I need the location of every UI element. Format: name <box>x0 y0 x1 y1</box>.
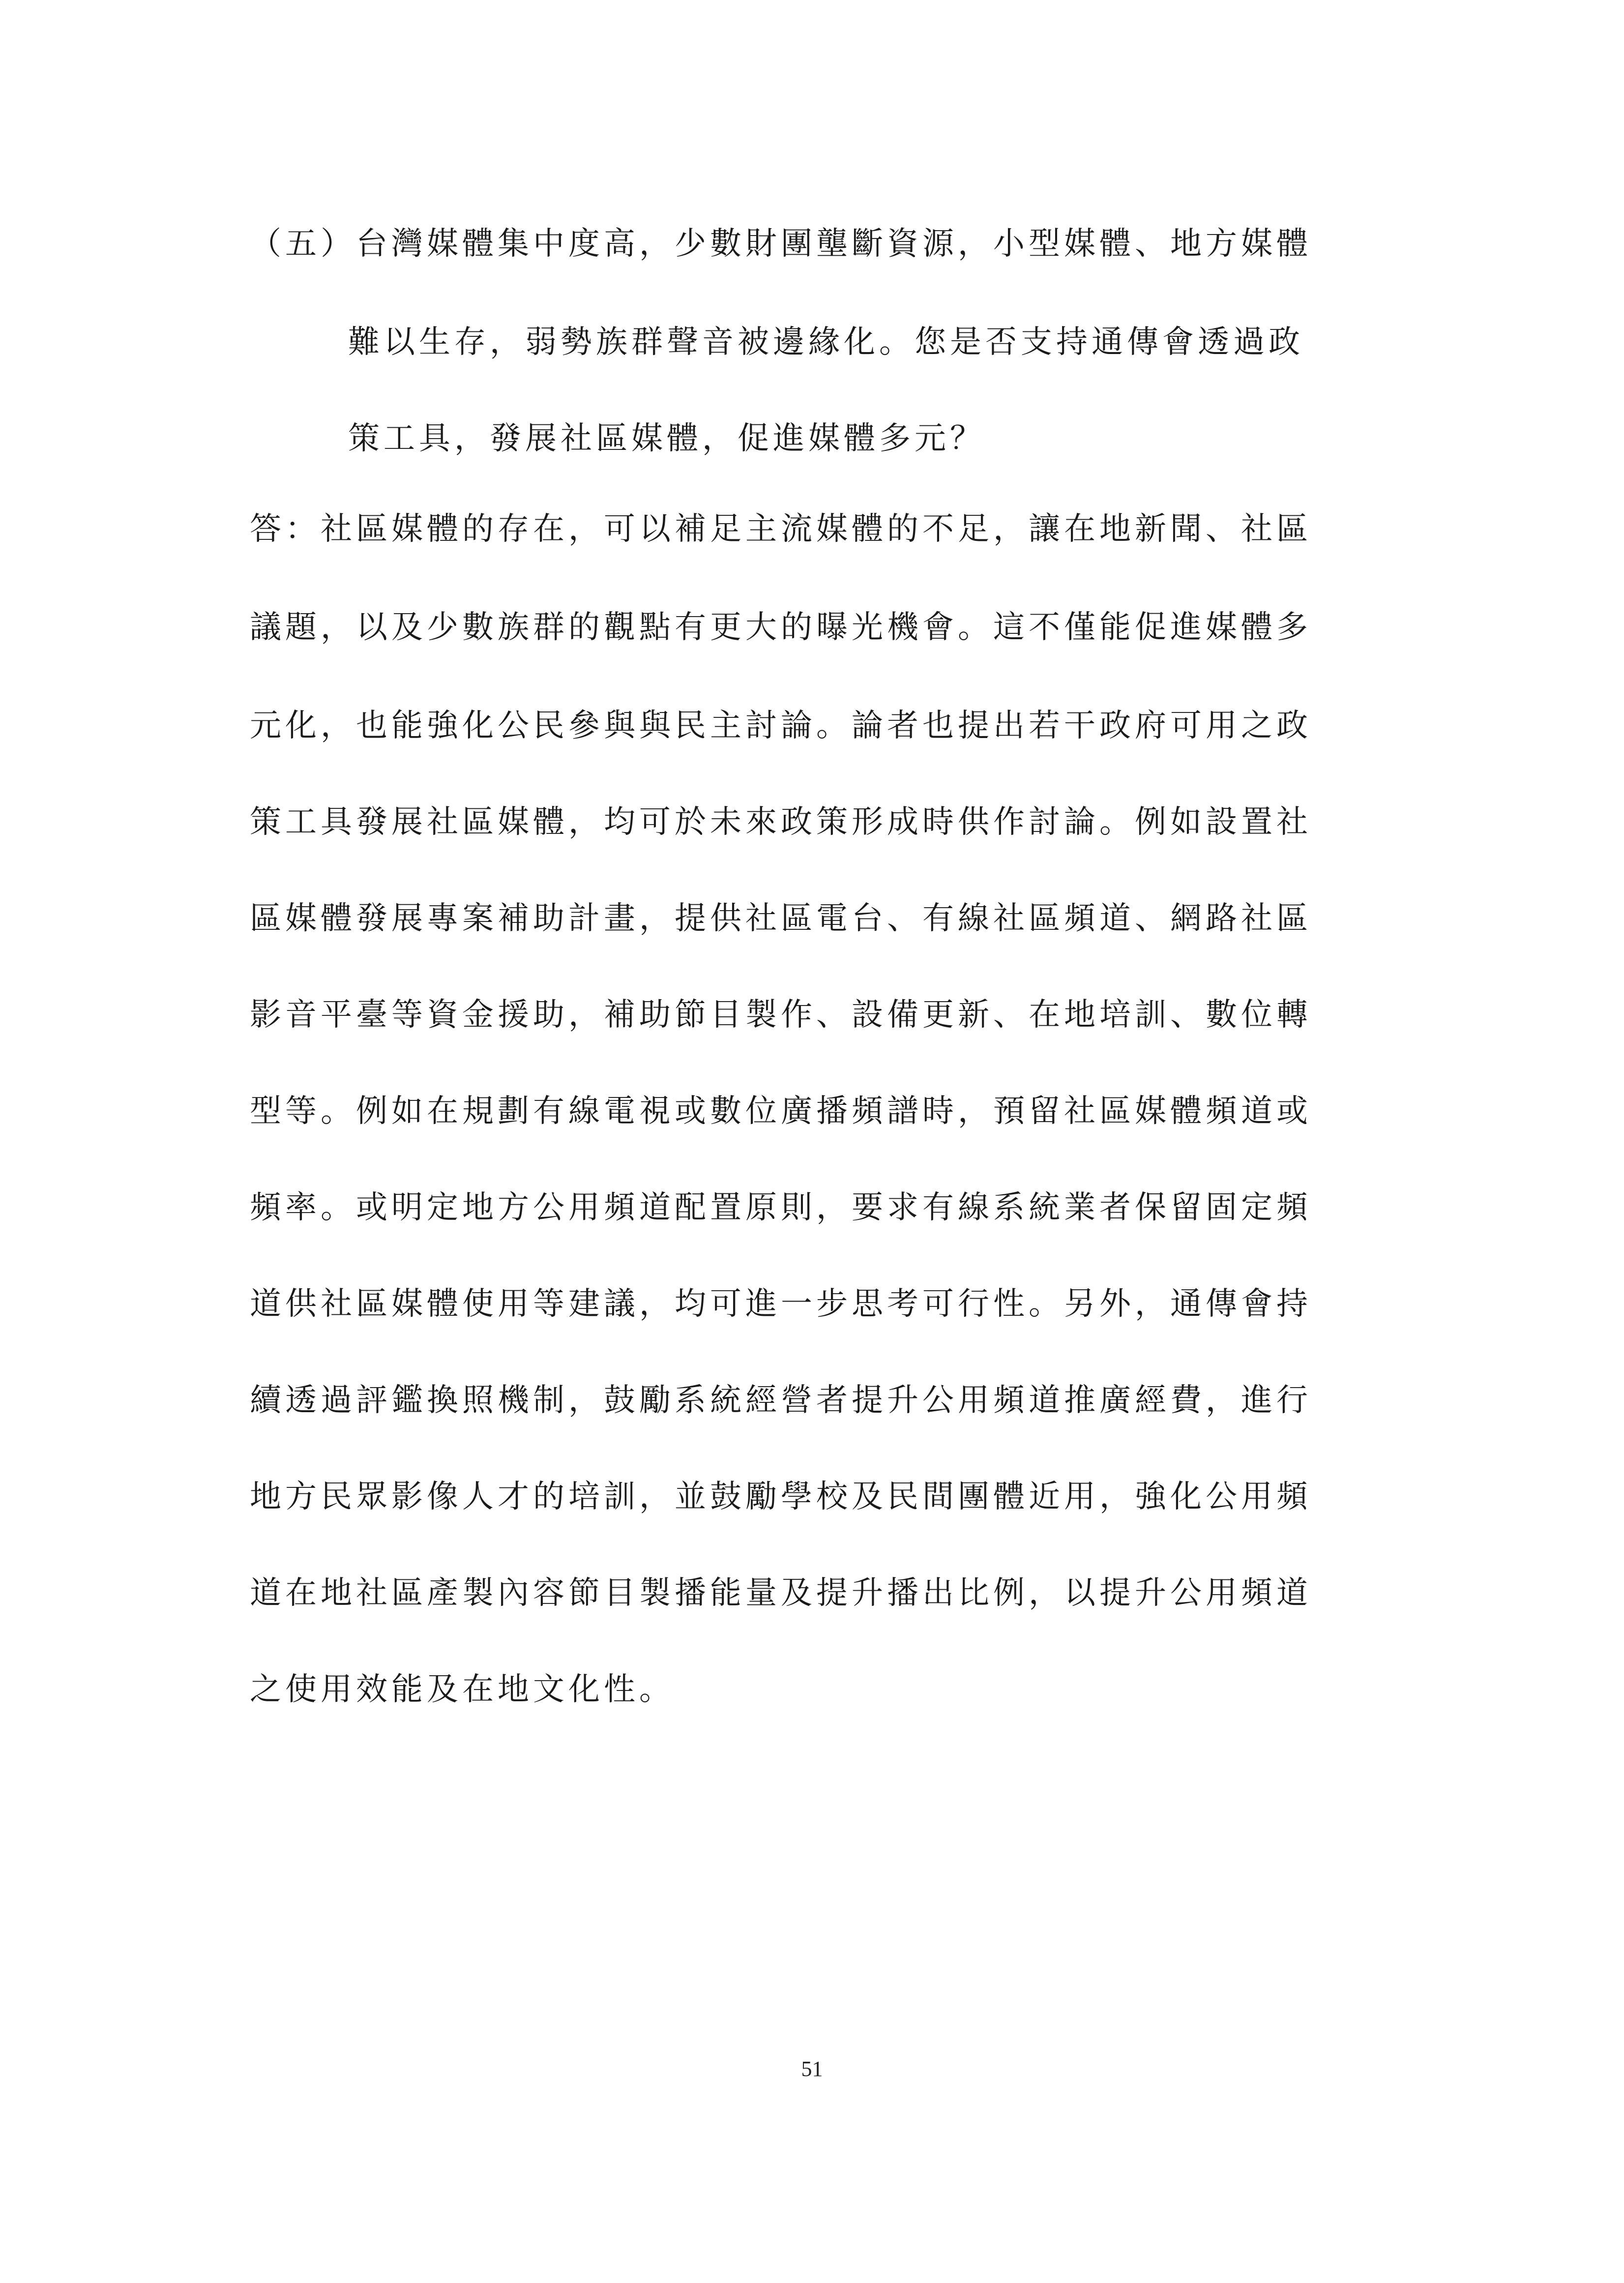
question-line: 策工具，發展社區媒體，促進媒體多元？ <box>348 420 985 457</box>
answer-line: 議題，以及少數族群的觀點有更大的曝光機會。這不僅能促進媒體多 <box>250 609 1312 646</box>
answer-line: 道在地社區產製內容節目製播能量及提升播出比例，以提升公用頻道 <box>250 1575 1312 1611</box>
answer-line: 影音平臺等資金援助，補助節目製作、設備更新、在地培訓、數位轉 <box>250 997 1312 1033</box>
question-line: （五）台灣媒體集中度高，少數財團壟斷資源，小型媒體、地方媒體 <box>250 226 1312 262</box>
answer-line: 策工具發展社區媒體，均可於未來政策形成時供作討論。例如設置社 <box>250 804 1312 840</box>
answer-line: 地方民眾影像人才的培訓，並鼓勵學校及民間團體近用，強化公用頻 <box>250 1479 1312 1515</box>
answer-line: 之使用效能及在地文化性。 <box>250 1671 675 1708</box>
answer-line: 區媒體發展專案補助計畫，提供社區電台、有線社區頻道、網路社區 <box>250 900 1312 937</box>
answer-line: 答：社區媒體的存在，可以補足主流媒體的不足，讓在地新聞、社區 <box>250 511 1312 547</box>
answer-line: 元化，也能強化公民參與與民主討論。論者也提出若干政府可用之政 <box>250 708 1312 744</box>
answer-line: 續透過評鑑換照機制，鼓勵系統經營者提升公用頻道推廣經費，進行 <box>250 1382 1312 1419</box>
question-line: 難以生存，弱勢族群聲音被邊緣化。您是否支持通傳會透過政 <box>348 324 1304 360</box>
answer-line: 道供社區媒體使用等建議，均可進一步思考可行性。另外，通傳會持 <box>250 1286 1312 1322</box>
answer-line: 頻率。或明定地方公用頻道配置原則，要求有線系統業者保留固定頻 <box>250 1189 1312 1226</box>
answer-line: 型等。例如在規劃有線電視或數位廣播頻譜時，預留社區媒體頻道或 <box>250 1093 1312 1129</box>
page-number: 51 <box>801 2057 823 2081</box>
